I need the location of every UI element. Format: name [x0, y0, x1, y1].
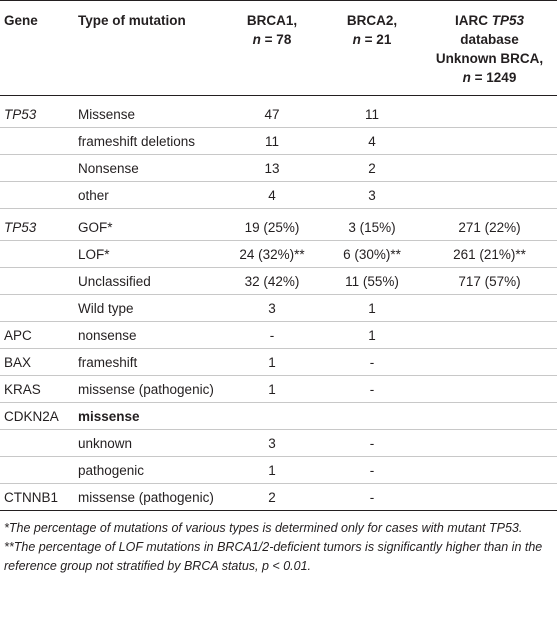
cell-brca2: - [322, 457, 422, 484]
cell-mutation-type: missense (pathogenic) [74, 376, 222, 403]
header-brca1-count: = 78 [260, 32, 292, 47]
table-row [0, 209, 557, 241]
cell-brca1: 24 (32%)** [222, 241, 322, 268]
cell-iarc: 717 (57%) [422, 268, 557, 295]
table-row [0, 349, 557, 376]
header-iarc-line2: Unknown BRCA, [435, 51, 544, 66]
header-iarc-tp53: TP53 [491, 13, 525, 28]
cell-brca1: 1 [222, 376, 322, 403]
cell-mutation-type: nonsense [74, 322, 222, 349]
header-brca2-title: BRCA2, [346, 13, 398, 28]
cell-brca1: 32 (42%) [222, 268, 322, 295]
cell-gene: KRAS [0, 376, 74, 403]
cell-iarc [422, 457, 557, 484]
table-row [0, 96, 557, 128]
header-brca2-n: n [352, 32, 361, 47]
cell-gene: TP53 [0, 209, 74, 241]
cell-brca1: 47 [222, 96, 322, 128]
cell-iarc [422, 128, 557, 155]
cell-mutation-type: missense [74, 403, 222, 430]
cell-mutation-type: other [74, 182, 222, 209]
header-type [74, 1, 222, 96]
cell-iarc: 261 (21%)** [422, 241, 557, 268]
cell-brca2: 6 (30%)** [322, 241, 422, 268]
cell-iarc: 271 (22%) [422, 209, 557, 241]
cell-mutation-type: frameshift [74, 349, 222, 376]
header-iarc-pre: IARC [454, 13, 492, 28]
table-row [0, 484, 557, 511]
cell-mutation-type: frameshift deletions [74, 128, 222, 155]
cell-gene [0, 182, 74, 209]
cell-gene: TP53 [0, 96, 74, 128]
header-iarc [422, 1, 557, 96]
cell-gene [0, 457, 74, 484]
header-row [0, 1, 557, 96]
cell-mutation-type: pathogenic [74, 457, 222, 484]
table-row [0, 376, 557, 403]
cell-mutation-type: unknown [74, 430, 222, 457]
cell-brca2: - [322, 484, 422, 511]
header-brca1-n: n [252, 32, 261, 47]
cell-brca2 [322, 403, 422, 430]
table-row [0, 457, 557, 484]
cell-brca1: 3 [222, 430, 322, 457]
cell-mutation-type: missense (pathogenic) [74, 484, 222, 511]
cell-iarc [422, 182, 557, 209]
header-type-label: Type of mutation [78, 13, 186, 28]
cell-brca1: 2 [222, 484, 322, 511]
table-row [0, 155, 557, 182]
header-gene [0, 1, 74, 96]
cell-gene [0, 155, 74, 182]
cell-iarc [422, 349, 557, 376]
cell-mutation-type: Wild type [74, 295, 222, 322]
table-row [0, 128, 557, 155]
table-row [0, 430, 557, 457]
footnote-2: **The percentage of LOF mutations in BRCA1/2-deficient tumors is significantly higher than in the reference group not stratified by BRCA status, p < 0.01. [4, 540, 543, 573]
cell-mutation-type: Missense [74, 96, 222, 128]
cell-brca2: 2 [322, 155, 422, 182]
footnotes [0, 511, 557, 576]
cell-gene: CTNNB1 [0, 484, 74, 511]
table-row [0, 322, 557, 349]
cell-brca2: 1 [322, 322, 422, 349]
cell-brca1: 1 [222, 457, 322, 484]
cell-gene [0, 241, 74, 268]
cell-brca1: 19 (25%) [222, 209, 322, 241]
header-iarc-count: = 1249 [470, 70, 517, 85]
table-row [0, 403, 557, 430]
header-brca2-count: = 21 [360, 32, 392, 47]
cell-brca2: - [322, 430, 422, 457]
cell-gene [0, 295, 74, 322]
table-row [0, 241, 557, 268]
cell-iarc [422, 155, 557, 182]
cell-gene: APC [0, 322, 74, 349]
table-header [0, 1, 557, 96]
cell-iarc [422, 484, 557, 511]
header-brca2 [322, 1, 422, 96]
cell-iarc [422, 376, 557, 403]
cell-gene [0, 268, 74, 295]
cell-brca2: - [322, 376, 422, 403]
cell-brca2: 4 [322, 128, 422, 155]
cell-gene: BAX [0, 349, 74, 376]
cell-brca2: 11 [322, 96, 422, 128]
footnote-1: *The percentage of mutations of various types is determined only for cases with mutant TP53. [4, 521, 523, 535]
cell-iarc [422, 96, 557, 128]
cell-mutation-type: GOF* [74, 209, 222, 241]
cell-gene: CDKN2A [0, 403, 74, 430]
table-row [0, 295, 557, 322]
cell-brca1: 3 [222, 295, 322, 322]
cell-brca1: - [222, 322, 322, 349]
cell-mutation-type: Unclassified [74, 268, 222, 295]
cell-iarc [422, 430, 557, 457]
table-body [0, 96, 557, 511]
cell-gene [0, 128, 74, 155]
cell-iarc [422, 295, 557, 322]
cell-brca2: 3 [322, 182, 422, 209]
cell-brca2: - [322, 349, 422, 376]
header-brca1 [222, 1, 322, 96]
cell-brca1: 13 [222, 155, 322, 182]
table-row [0, 268, 557, 295]
cell-brca2: 1 [322, 295, 422, 322]
cell-gene [0, 430, 74, 457]
header-gene-label: Gene [4, 13, 38, 28]
cell-brca1: 11 [222, 128, 322, 155]
cell-mutation-type: LOF* [74, 241, 222, 268]
cell-brca2: 3 (15%) [322, 209, 422, 241]
header-brca1-title: BRCA1, [246, 13, 298, 28]
cell-iarc [422, 322, 557, 349]
cell-brca2: 11 (55%) [322, 268, 422, 295]
header-iarc-post: database [460, 32, 519, 47]
header-iarc-n: n [462, 70, 471, 85]
table-row [0, 182, 557, 209]
cell-brca1: 4 [222, 182, 322, 209]
cell-iarc [422, 403, 557, 430]
cell-brca1 [222, 403, 322, 430]
cell-brca1: 1 [222, 349, 322, 376]
cell-mutation-type: Nonsense [74, 155, 222, 182]
